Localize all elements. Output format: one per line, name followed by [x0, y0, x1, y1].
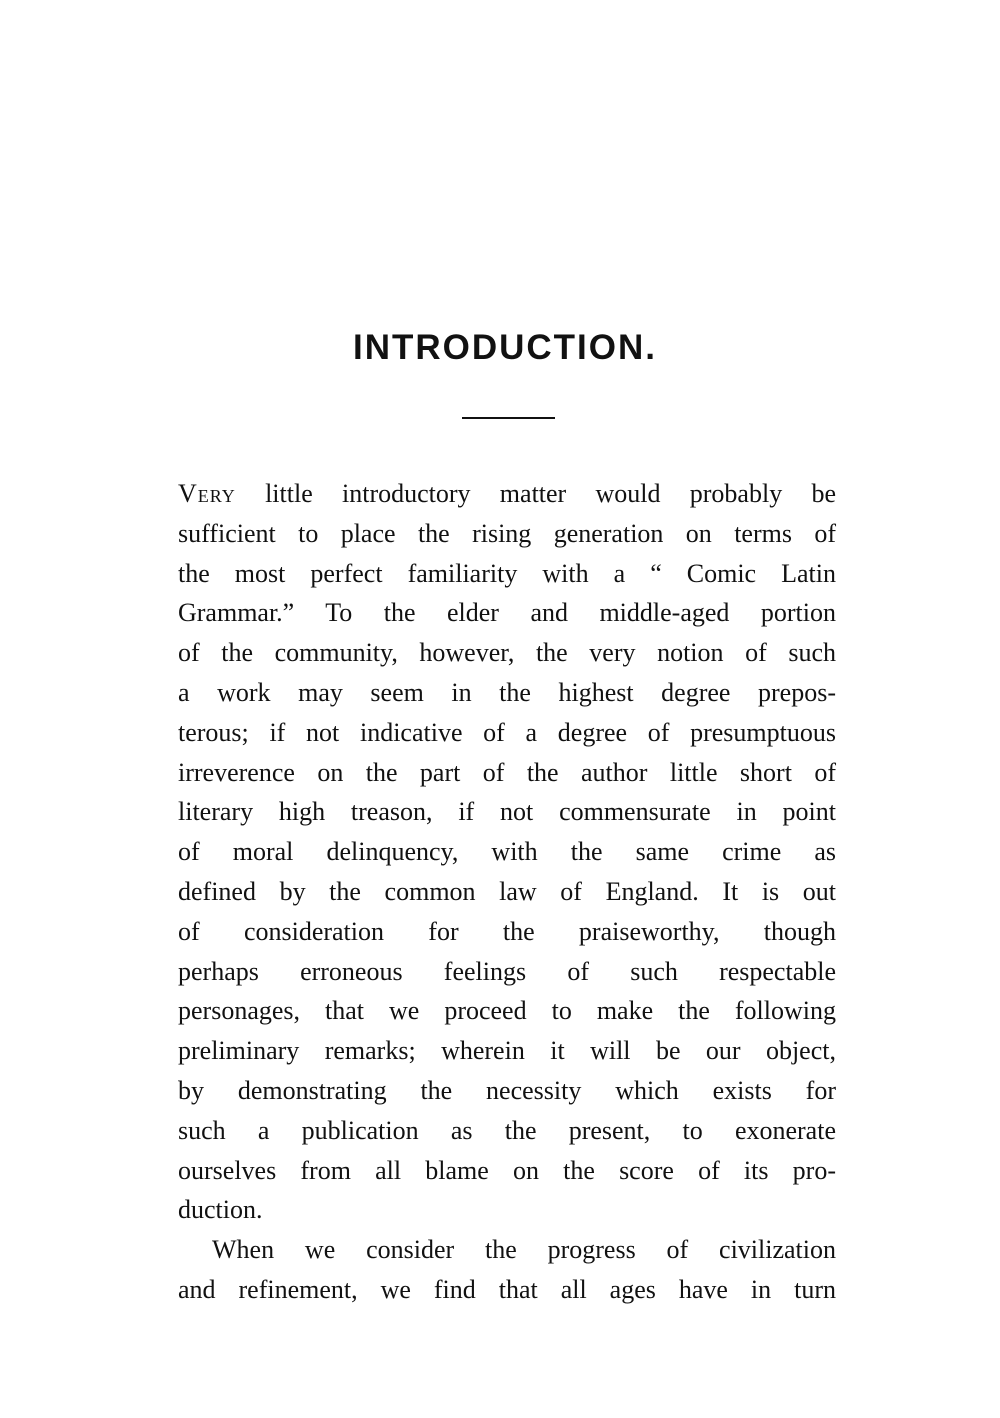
text-line: personages, that we proceed to make the following [178, 996, 836, 1026]
text-line: of consideration for the praiseworthy, though [178, 916, 836, 946]
text-line: literary high treason, if not commensurate in point [178, 797, 836, 827]
text-line: When we consider the progress of civilization [212, 1235, 836, 1265]
text-line: terous; if not indicative of a degree of presumptuous [178, 717, 836, 747]
text-line: Grammar.” To the elder and middle-aged portion [178, 598, 836, 628]
text-line: defined by the common law of England. It is out [178, 876, 836, 906]
lead-word: Very [178, 479, 236, 508]
text-line: perhaps erroneous feelings of such respectable [178, 956, 836, 986]
text-line: of moral delinquency, with the same crime as [178, 837, 836, 867]
text-line: sufficient to place the rising generation on terms of [178, 518, 836, 548]
body-text [178, 474, 836, 1310]
text-line: ourselves from all blame on the score of its pro- [178, 1155, 836, 1185]
text-line: duction. [178, 1195, 263, 1225]
text-line: the most perfect familiarity with a “ Comic Latin [178, 558, 836, 588]
text-line: Very little introductory matter would probably be [178, 479, 837, 508]
text-line: a work may seem in the highest degree prepos- [178, 677, 836, 707]
text-line: of the community, however, the very notion of such [178, 638, 836, 668]
text-line: and refinement, we find that all ages have in turn [178, 1274, 836, 1304]
text-line: preliminary remarks; wherein it will be our object, [178, 1036, 836, 1066]
text-line: such a publication as the present, to exonerate [178, 1115, 836, 1145]
chapter-title: INTRODUCTION. [352, 328, 658, 367]
text-line: irreverence on the part of the author little short of [178, 757, 836, 787]
text-line: by demonstrating the necessity which exists for [178, 1075, 836, 1105]
title-divider [462, 417, 555, 419]
